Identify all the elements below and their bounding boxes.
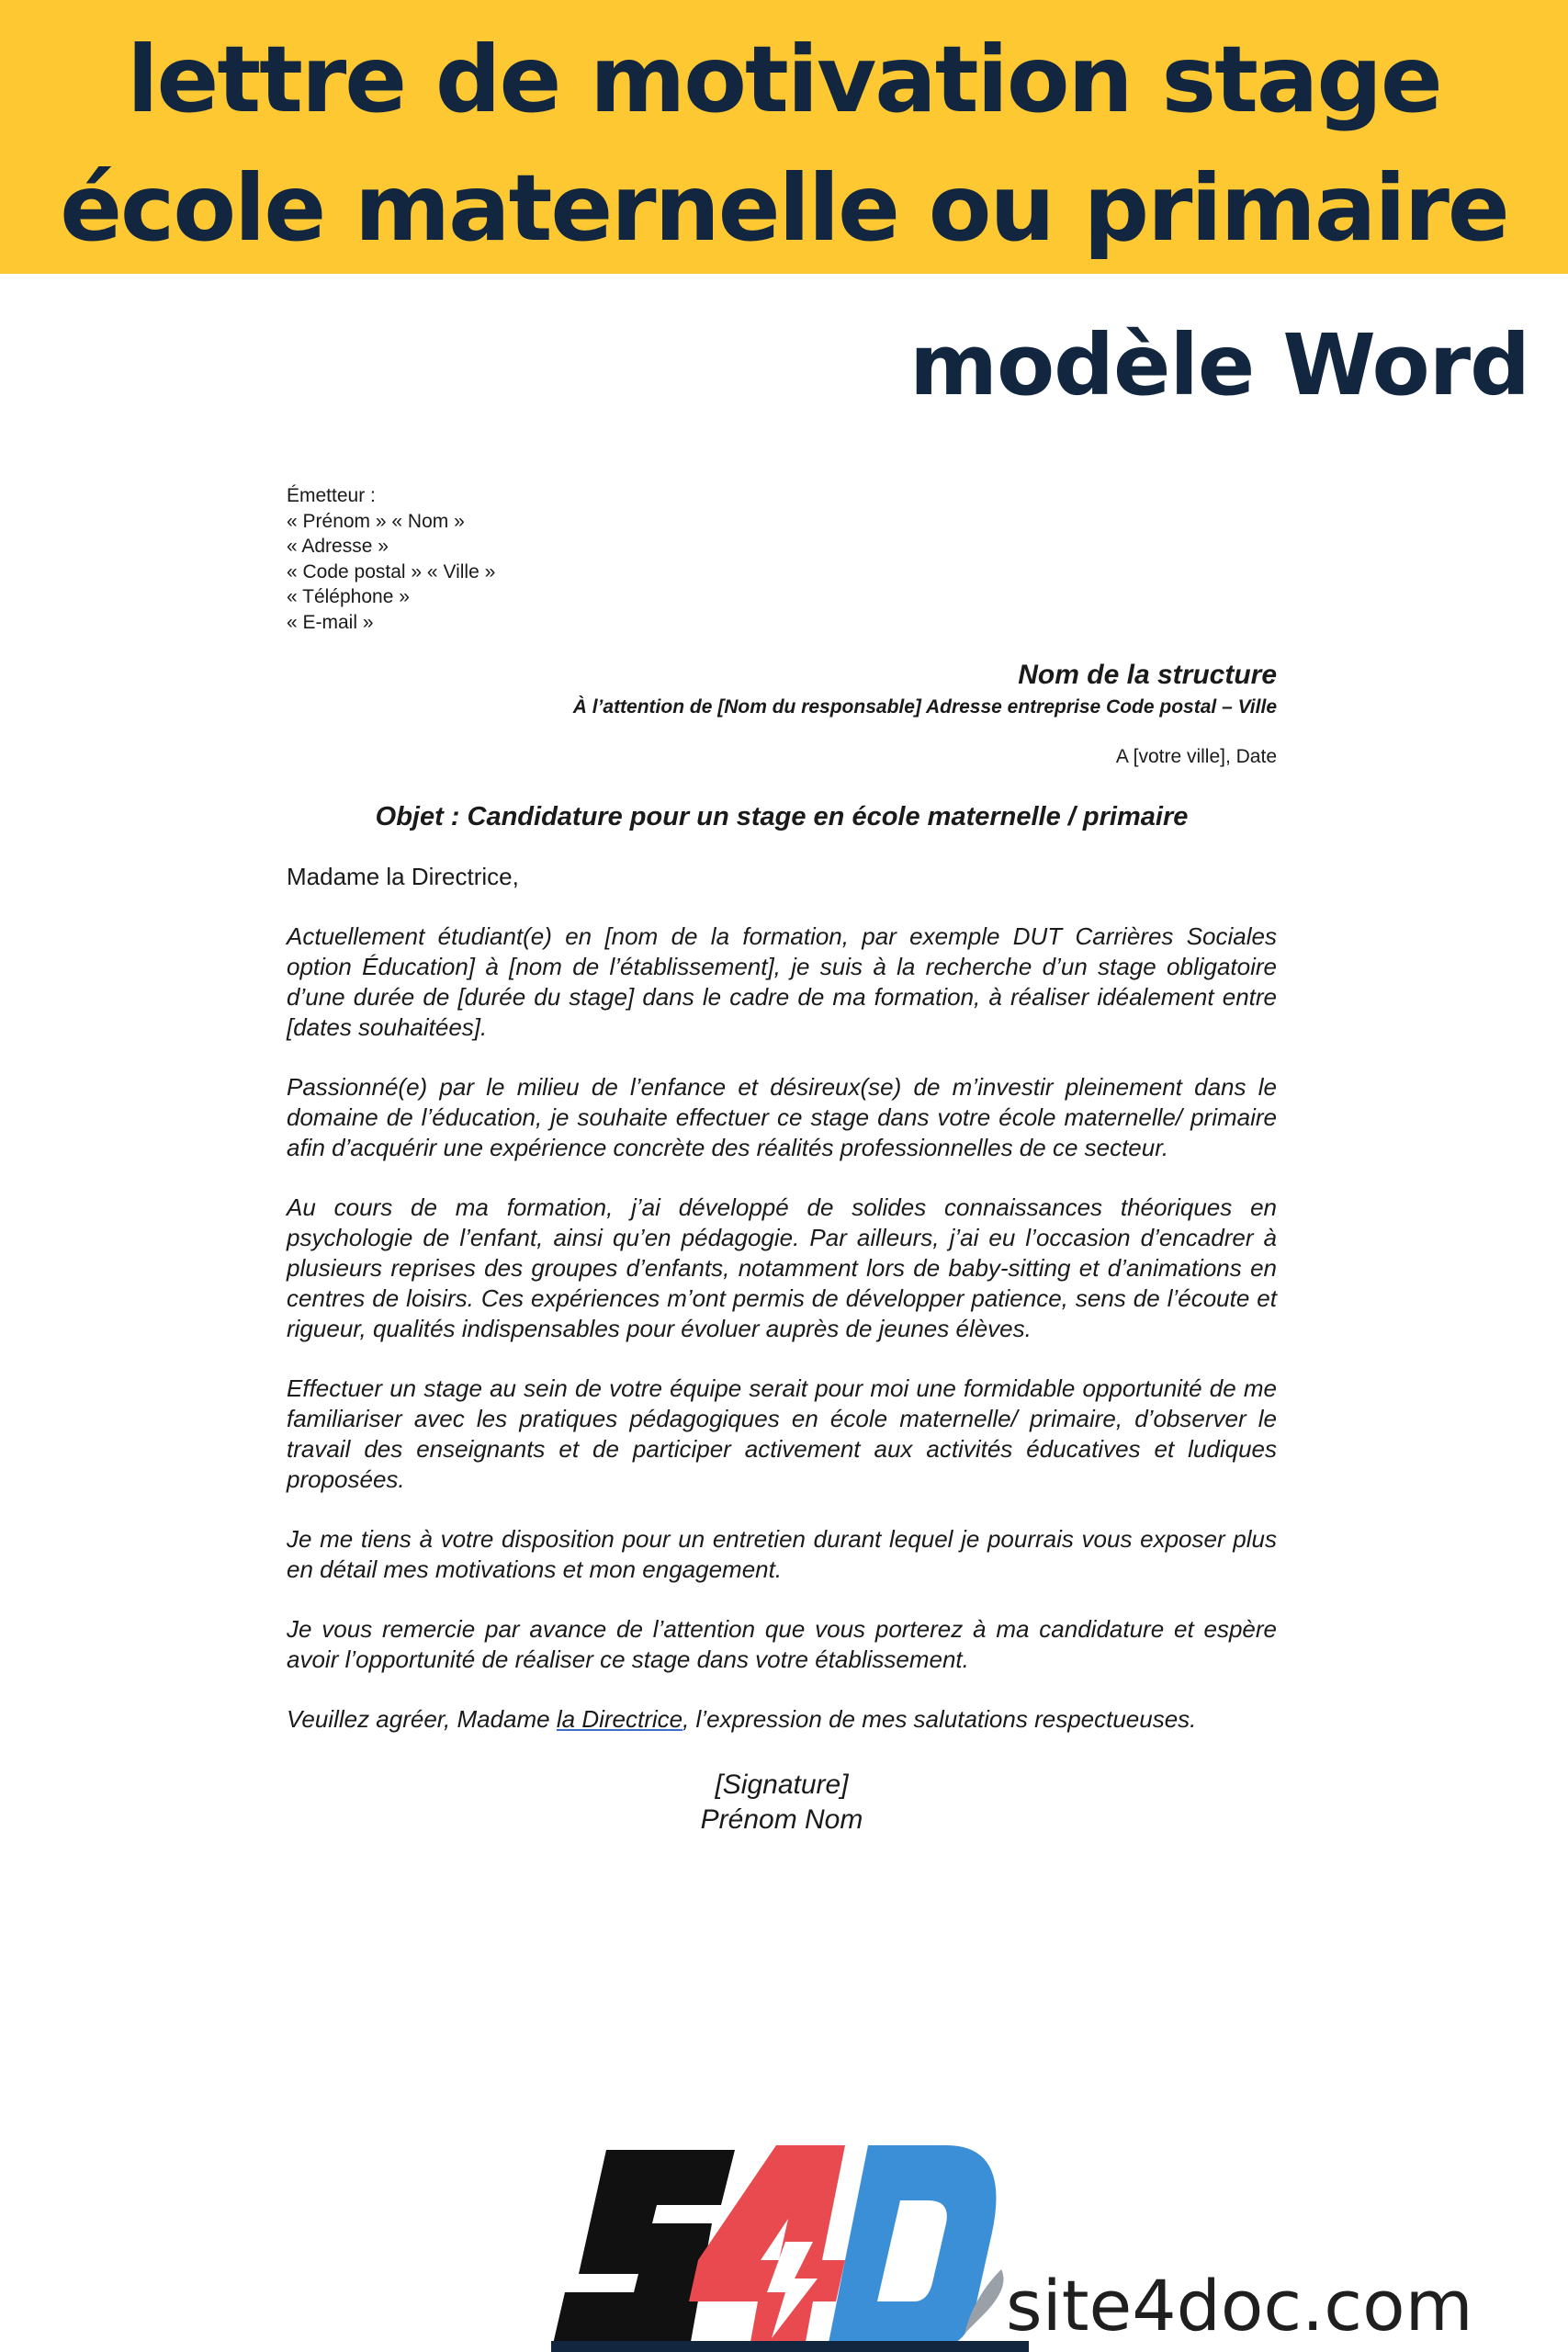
title-banner bbox=[0, 0, 1568, 274]
recipient-block bbox=[287, 657, 1277, 721]
closing-end: , l’expression de mes salutations respectueuses. bbox=[682, 1705, 1197, 1733]
signer-name: Prénom Nom bbox=[700, 1804, 863, 1835]
signature-block bbox=[287, 1768, 1277, 1838]
recipient-name: Nom de la structure bbox=[1018, 660, 1277, 690]
closing-start: Veuillez agréer, Madame bbox=[287, 1705, 557, 1733]
letter-closing bbox=[287, 1704, 1277, 1735]
letter-subject: Objet : Candidature pour un stage en école maternelle / primaire bbox=[375, 802, 1189, 831]
letter-date: A [votre ville], Date bbox=[1115, 746, 1277, 767]
letter-paragraph: Je me tiens à votre disposition pour un entretien durant lequel je pourrais vous exposer plus en détail mes motivations et mon engagement. bbox=[287, 1525, 1277, 1583]
letter-document bbox=[287, 483, 1277, 1838]
letter-paragraph: Au cours de ma formation, j’ai développé de solides connaissances théoriques en psychologie de l’enfant, ainsi qu’en pédagogie. Par ailleurs, j’ai eu l’occasion d’encadrer à plusieurs reprises des groupes d’enfants, notamment lors de baby-sitting et d’animations en centres de loisirs. Ces expériences m’ont permis de développer patience, sens de l’écoute et rigueur, qualités indispensables pour évoluer auprès de jeunes élèves. bbox=[287, 1193, 1277, 1342]
sender-line: « Adresse » bbox=[287, 536, 389, 557]
signature-placeholder: [Signature] bbox=[715, 1770, 849, 1800]
title-line-1: lettre de motivation stage bbox=[127, 26, 1441, 133]
sender-line: « Code postal » « Ville » bbox=[287, 560, 496, 582]
logo-base-strip bbox=[551, 2341, 1029, 2352]
letter-paragraph: Actuellement étudiant(e) en [nom de la formation, par exemple DUT Carrières Sociales option Éducation] à [nom de l’établissement], je suis à la recherche d’un stage obligatoire d’une durée de [durée du stage] dans le cadre de ma formation, à réaliser idéalement entre [dates souhaitées]. bbox=[287, 922, 1277, 1041]
sender-line: Émetteur : bbox=[287, 485, 376, 506]
site-url: site4doc.com bbox=[1006, 2265, 1473, 2346]
recipient-address: À l’attention de [Nom du responsable] Adresse entreprise Code postal – Ville bbox=[572, 696, 1277, 718]
sender-line: « E-mail » bbox=[287, 611, 374, 633]
sender-block bbox=[287, 483, 1277, 635]
title-line-2: école maternelle ou primaire bbox=[60, 154, 1508, 262]
letter-paragraph: Passionné(e) par le milieu de l’enfance et désireux(se) de m’investir pleinement dans le domaine de l’éducation, je souhaite effectuer ce stage dans votre école maternelle/ primaire afin d’acquérir une expérience concrète des réalités professionnelles de ce secteur. bbox=[287, 1073, 1277, 1161]
subtitle: modèle Word bbox=[909, 316, 1529, 414]
closing-underlined-text: la Directrice bbox=[556, 1705, 683, 1733]
letter-paragraph: Je vous remercie par avance de l’attention que vous porterez à ma candidature et espère avoir l’opportunité de réaliser ce stage dans votre établissement. bbox=[287, 1615, 1277, 1673]
site4doc-logo bbox=[551, 2132, 1029, 2352]
letter-paragraph: Effectuer un stage au sein de votre équipe serait pour moi une formidable opportunité de me familiariser avec les pratiques pédagogiques en école maternelle/ primaire, d’observer le travail des enseignants et de participer activement aux activités éducatives et ludiques proposées. bbox=[287, 1374, 1277, 1493]
sender-line: « Téléphone » bbox=[287, 586, 410, 607]
sender-line: « Prénom » « Nom » bbox=[287, 510, 465, 532]
letter-greeting: Madame la Directrice, bbox=[287, 863, 519, 890]
